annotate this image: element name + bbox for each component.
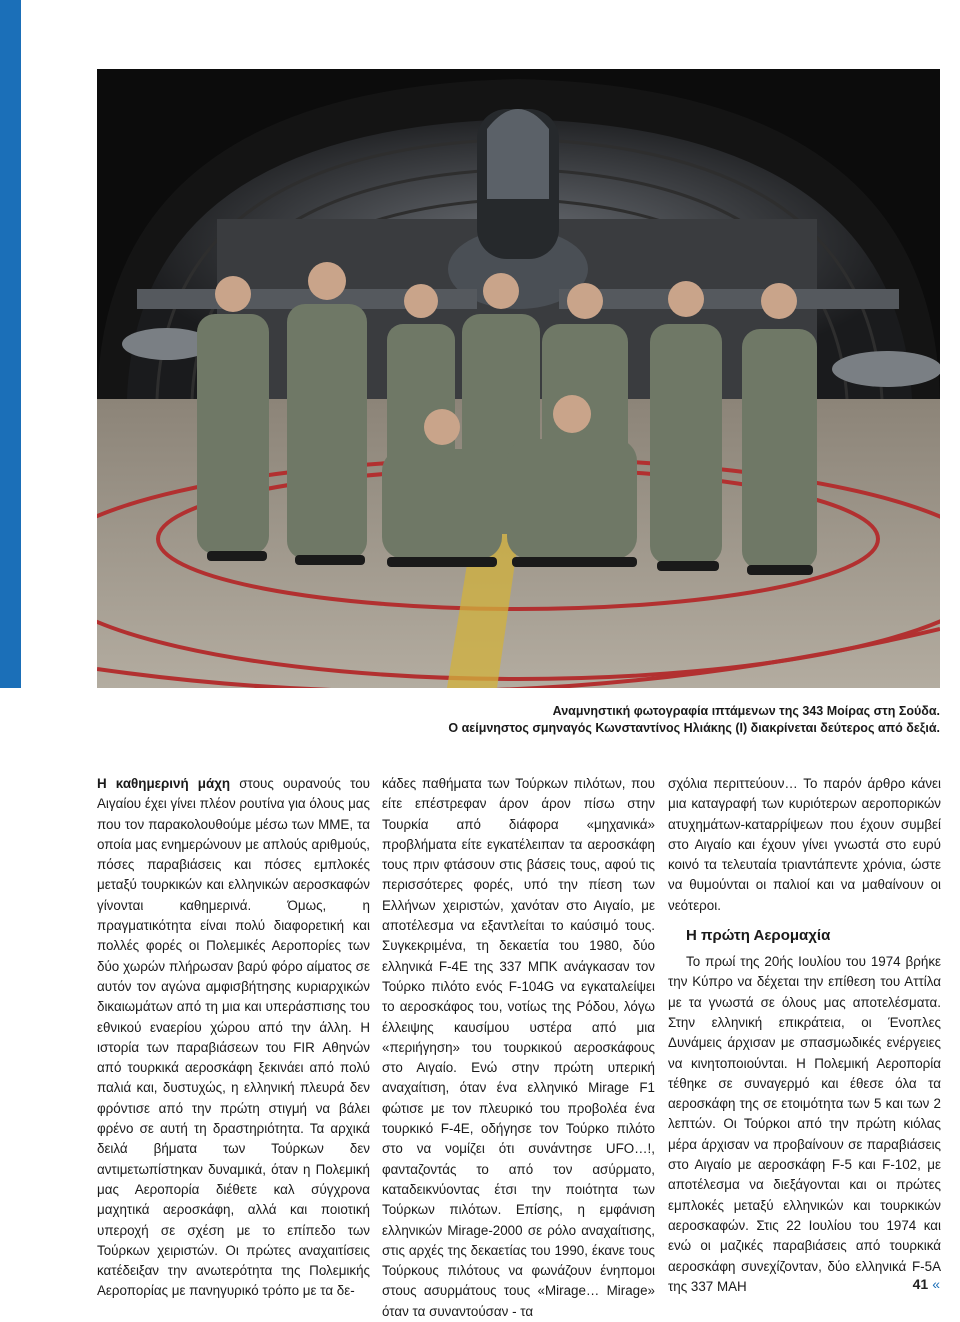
article-col1-text: στους ουρανούς του Αιγαίου έχει γίνει πλέον ρουτίνα για όλους μας που τον παρακολουθούμε μέσω των ΜΜΕ, τα οποία μας ενημερώνουν με απλούς αριθμούς, πόσες παραβιάσεις και πόσες εμπλοκές μεταξύ τουρκικών και ελληνικών αεροσκαφών γίνονται καθημερινά. Όμως, η πραγματικότητα είναι πολύ διαφορετική και πολλές φορές οι Πολεμικές Αεροπορίες των δύο χωρών πλήρωσαν βαρύ φόρο αίματος σε αυτόν τον αγώνα αμφισβήτησης κυριαρχικών δικαιωμάτων από τη μια και υπεράσπισης του εθνικού εναερίου χώρου από την άλλη. Η ιστορία των παραβιάσεων του FIR Αθηνών από τουρκικά αεροσκάφη ξεκινάει από πολύ παλιά και, δυστυχώς, η ελληνική πλευρά δεν φρόντισε από την πρώτη στιγμή να βάλει φρένο σε αυτή τη δραστηριότητα. Τα αρχικά δειλά βήματα των Τούρκων δεν αντιμετωπίστηκαν δυναμικά, όταν η Πολεμική μας Αεροπορία διέθετε καλ σύγχρονα μαχητικά αεροσκάφη, αλλά και ποιοτική υπεροχή σε σχέση με το επίπεδο των Τούρκων χειριστών. Οι πρώτες αναχαιτίσεις κατέδειξαν την ανωτερότητα της Πολεμικής Αεροπορίας με πανηγυρικό τρόπο με τα δε- xyxy=(97,776,370,1299)
caption-line-2: Ο αείμνηστος σμηναγός Κωνσταντίνος Ηλιάκης (Ι) διακρίνεται δεύτερος από δεξιά. xyxy=(448,721,940,735)
caption-line-1: Αναμνηστική φωτογραφία ιπτάμενων της 343 Μοίρας στη Σούδα. xyxy=(552,704,940,718)
chevron-icon: « xyxy=(932,1276,940,1292)
section-heading: Η πρώτη Αερομαχία xyxy=(686,927,831,945)
article-column-2 xyxy=(382,774,655,1322)
page-number xyxy=(913,1276,940,1292)
article-column-1 xyxy=(97,774,370,1302)
article-lead: Η καθημερινή μάχη xyxy=(97,776,231,791)
article-col2-text: κάδες παθήματα των Τούρκων πιλότων, που είτε επέστρεφαν άρον άρον πίσω στην Τουρκία από διάφορα «μηχανικά» προβλήματα είτε εγκατέλειπαν τα αεροσκάφη τους πριν φτάσουν στις βάσεις τους, αφού τις περισσότερες φορές, υπό την πίεση των Ελλήνων χειριστών, χανόταν στο Αιγαίο, με αποτέλεσμα να εξαντλείται το καύσιμό τους. Συγκεκριμένα, τη δεκαετία του 1980, δύο ελληνικά F-4E της 337 ΜΠΚ ανάγκασαν τον Τούρκο πιλότο ενός F-104G να εγκαταλείψει το αεροσκάφος του, νοτίως της Ρόδου, λόγω έλλειψης καυσίμου υστέρα από μια «περιήγηση» του τουρκικού αεροσκάφους στο Αιγαίο. Ενώ στην πρώτη υπερική αναχαίτιση, όταν ένα ελληνικό Mirage F1 φώτισε με τον πλευρικό του προβολέα ένα τουρκικό F-4E, οδήγησε τον Τούρκο πιλότο στο να νομίζει ότι συνάντησε UFO…!, φανταζοντάς το από τον ασύρματο, καταδεικνύοντας έτσι την ποιότητα των Τούρκων πιλότων. Επίσης, η εμφάνιση ελληνικών Mirage-2000 σε ρόλο αναχαίτισης, στις αρχές της δεκαετίας του 1990, έκανε τους Τούρκους πιλότους να φωνάζουν ένηπομοι στους ασυρμάτους τους «Mirage… Mirage» όταν τα συναντούσαν - τα xyxy=(382,776,655,1319)
side-accent-bar xyxy=(0,0,21,688)
group-photo xyxy=(97,69,940,688)
article-col3-text: σχόλια περιττεύουν… Το παρόν άρθρο κάνει μια καταγραφή των κυριότερων αεροπορικών ατυχημάτων-καταρρίψεων που έχουν συμβεί στο Αιγαίο και έχουν γίνει γνωστά στο ευρύ κοινό τα τελευταία τριαντάπεντε χρόνια, ώστε να θυμούνται οι παλιοί και να μαθαίνουν οι νεότεροι. xyxy=(668,776,941,913)
article-col3-text-2: Το πρωί της 20ής Ιουλίου του 1974 βρήκε την Κύπρο να δέχεται την επίθεση του Αττίλα με τα γνωστά σε όλους μας αποτελέσματα. Στην ελληνική επικράτεια, οι Ένοπλες Δυνάμεις άρχισαν με σπασμωδικές ενέργειες να κινητοποιούνται. Η Πολεμική Αεροπορία τέθηκε σε συναγερμό και έθεσε όλα τα αεροσκάφη της σε ετοιμότητα των 5 και των 2 λεπτών. Οι Τούρκοι από την πρώτη κιόλας μέρα άρχισαν να προβαίνουν σε παραβιάσεις στο Αιγαίο με αεροσκάφη F-5 και F-102, με αποτέλεσμα να διεξάγονται και οι πρώτες εμπλοκές μεταξύ ελληνικών και τουρκικών αεροσκαφών. Στις 22 Ιουλίου του 1974 και ενώ οι μαζικές παραβιάσεις από τουρκικά αεροσκάφη συνεχίζονταν, δύο ελληνικά F-5A της 337 ΜΑΗ xyxy=(668,954,941,1294)
article-column-3 xyxy=(668,774,941,1297)
photo-caption xyxy=(240,703,940,737)
page-number-value: 41 xyxy=(912,1276,929,1292)
